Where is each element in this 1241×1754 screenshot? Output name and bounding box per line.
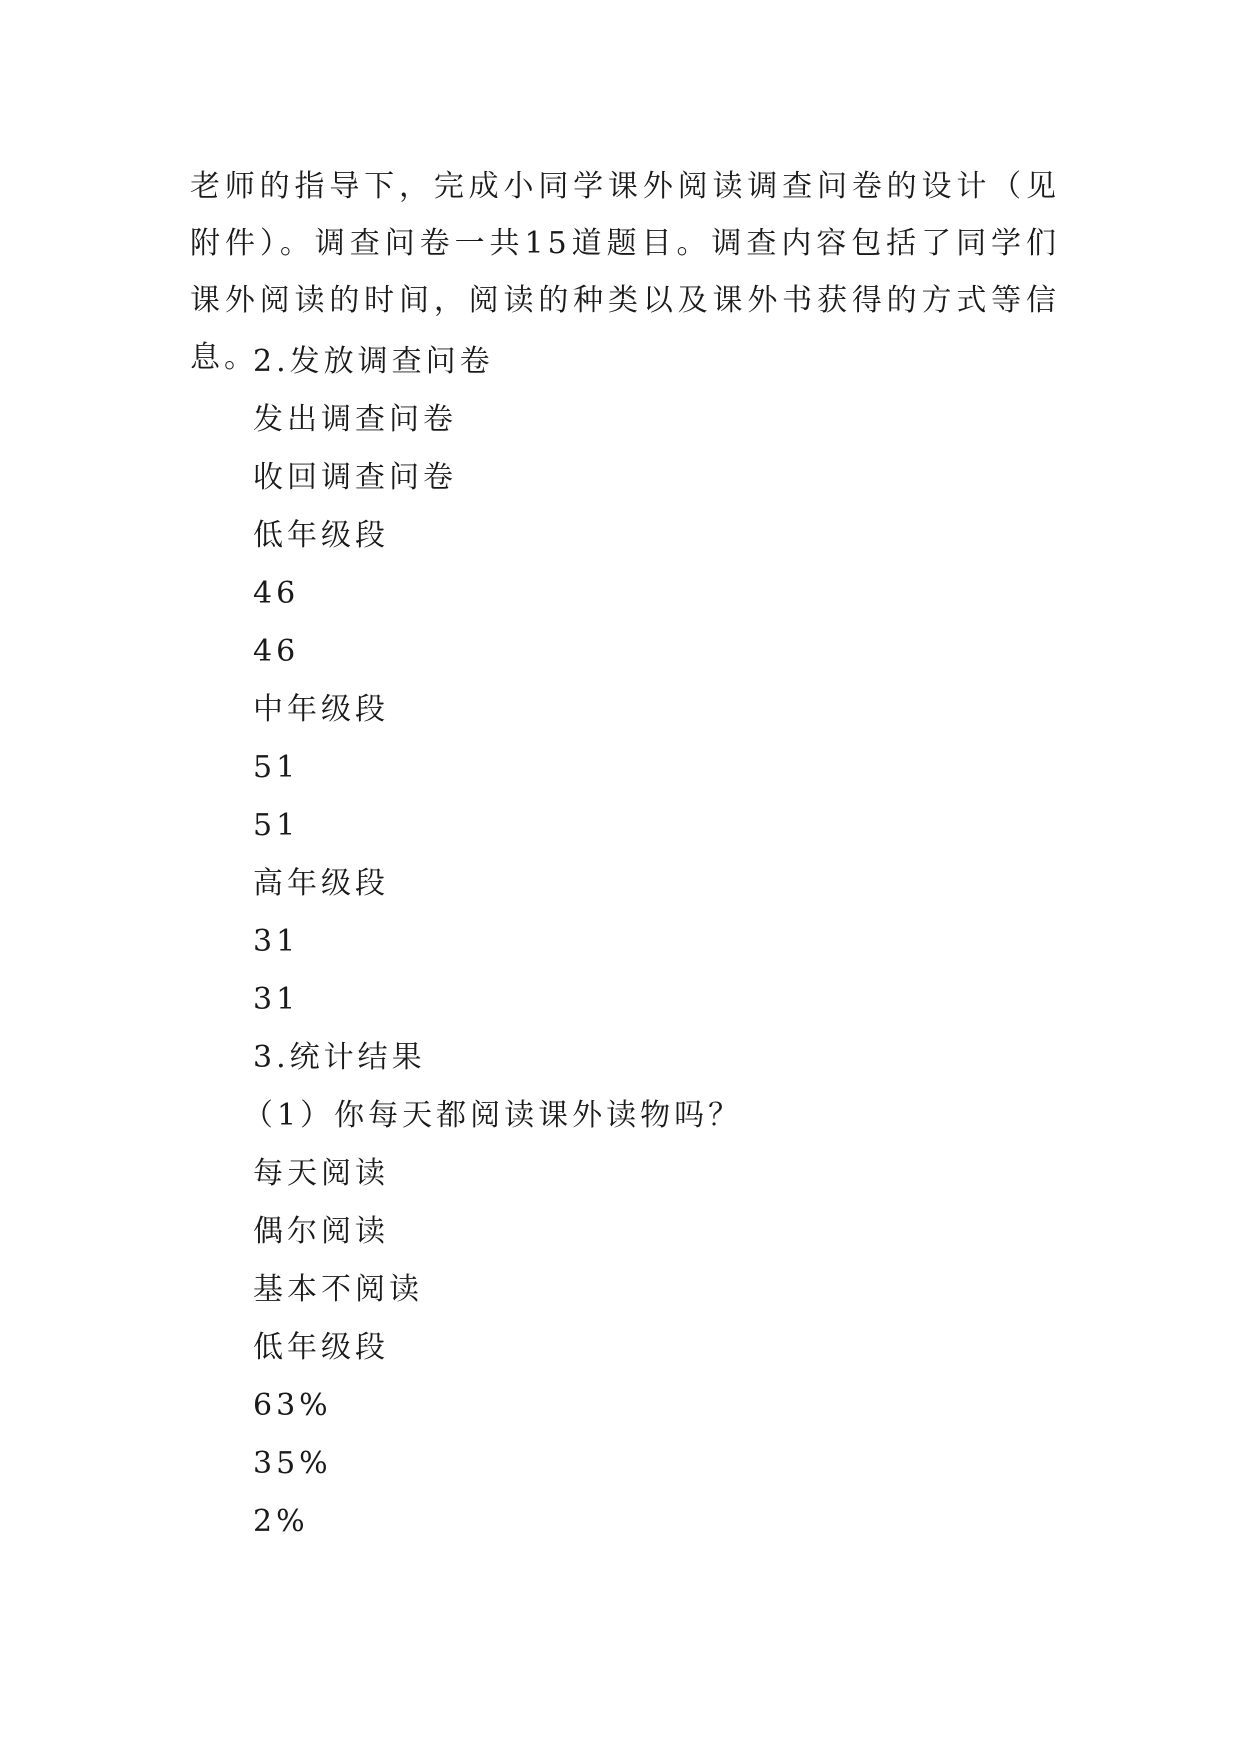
- option-daily: 每天阅读: [253, 1156, 389, 1191]
- value-high-distributed: 31: [253, 924, 300, 959]
- percent-occasionally: 35%: [253, 1446, 332, 1481]
- value-low-distributed: 46: [253, 576, 300, 611]
- grade-low-label: 低年级段: [253, 518, 389, 553]
- section-heading-results: 3.统计结果: [253, 1040, 426, 1075]
- grade-mid-label: 中年级段: [253, 692, 389, 727]
- percent-daily: 63%: [253, 1388, 332, 1423]
- content-lines: [243, 333, 743, 1551]
- grade-high-label: 高年级段: [253, 866, 389, 901]
- value-low-collected: 46: [253, 634, 300, 669]
- percent-rarely: 2%: [253, 1504, 309, 1539]
- value-mid-collected: 51: [253, 808, 300, 843]
- option-occasionally: 偶尔阅读: [253, 1214, 389, 1249]
- intro-paragraph: 老师的指导下，完成小同学课外阅读调查问卷的设计（见附件）。调查问卷一共15道题目。调查内容包括了同学们课外阅读的时间，阅读的种类以及课外书获得的方式等信息。: [190, 169, 1060, 375]
- value-high-collected: 31: [253, 982, 300, 1017]
- label-collected: 收回调查问卷: [253, 460, 457, 495]
- question-1: （1）你每天都阅读课外读物吗？: [243, 1098, 743, 1133]
- value-mid-distributed: 51: [253, 750, 300, 785]
- option-rarely: 基本不阅读: [253, 1272, 423, 1307]
- grade-low-label-results: 低年级段: [253, 1330, 389, 1365]
- label-distributed: 发出调查问卷: [253, 402, 457, 437]
- section-heading-distribute: 2.发放调查问卷: [253, 344, 494, 379]
